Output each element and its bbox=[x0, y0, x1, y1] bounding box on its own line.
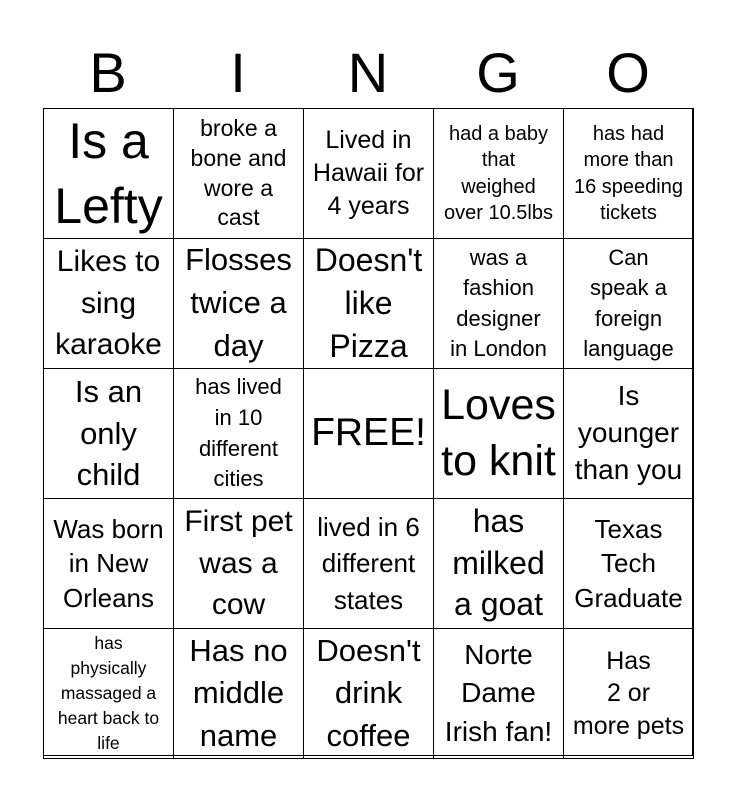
bingo-cell-text: Is a Lefty bbox=[54, 112, 163, 234]
bingo-cell-text: Lived in Hawaii for 4 years bbox=[312, 126, 425, 220]
bingo-cell[interactable] bbox=[173, 498, 304, 629]
header-letter-n: N bbox=[347, 41, 389, 104]
bingo-cell-text: Has 2 or more pets bbox=[572, 646, 685, 740]
bingo-cell[interactable] bbox=[563, 368, 694, 499]
bingo-cell-text: has had more than 16 speeding tickets bbox=[574, 122, 683, 224]
bingo-cell-text: Likes to sing karaoke bbox=[55, 245, 162, 362]
bingo-cell-text: has lived in 10 different cities bbox=[195, 373, 282, 492]
bingo-cell-text: lived in 6 different states bbox=[317, 511, 420, 615]
bingo-cell-text: broke a bone and wore a cast bbox=[190, 114, 287, 231]
bingo-cell-text: First pet was a cow bbox=[184, 505, 293, 622]
bingo-cell-text: Flosses twice a day bbox=[185, 242, 292, 363]
bingo-cell-text: Doesn't like Pizza bbox=[314, 242, 423, 364]
bingo-cell[interactable] bbox=[173, 108, 304, 239]
bingo-cell[interactable] bbox=[173, 368, 304, 499]
bingo-cell-text: Was born in New Orleans bbox=[53, 514, 164, 613]
bingo-cell[interactable] bbox=[303, 238, 434, 369]
bingo-cell[interactable] bbox=[43, 368, 174, 499]
bingo-cell-text: Has no middle name bbox=[189, 633, 288, 753]
bingo-cell-text: Loves to knit bbox=[441, 380, 556, 485]
bingo-cell[interactable] bbox=[433, 498, 564, 629]
bingo-cell-text: Is an only child bbox=[74, 373, 143, 493]
bingo-cell[interactable] bbox=[43, 628, 174, 759]
bingo-cell[interactable] bbox=[563, 238, 694, 369]
header-letter-i: I bbox=[230, 41, 246, 104]
bingo-cell-text: FREE! bbox=[311, 411, 426, 455]
bingo-cell[interactable] bbox=[303, 108, 434, 239]
bingo-cell[interactable] bbox=[43, 108, 174, 239]
bingo-cell[interactable] bbox=[563, 628, 694, 759]
bingo-cell[interactable] bbox=[303, 628, 434, 759]
bingo-cell-text: Can speak a foreign language bbox=[583, 245, 674, 361]
bingo-cell[interactable] bbox=[433, 368, 564, 499]
bingo-cell[interactable] bbox=[173, 628, 304, 759]
bingo-cell[interactable] bbox=[433, 238, 564, 369]
header-letter-b: B bbox=[89, 41, 127, 104]
bingo-cell[interactable] bbox=[563, 108, 694, 239]
bingo-cell-text: Texas Tech Graduate bbox=[574, 514, 683, 613]
bingo-cell-text: Norte Dame Irish fan! bbox=[444, 639, 553, 747]
bingo-cell[interactable] bbox=[433, 108, 564, 239]
bingo-cell[interactable] bbox=[433, 628, 564, 759]
bingo-cell-text: Is younger than you bbox=[574, 380, 683, 485]
bingo-header bbox=[43, 42, 693, 104]
bingo-cell[interactable] bbox=[303, 498, 434, 629]
bingo-cell-text: had a baby that weighed over 10.5lbs bbox=[444, 122, 553, 224]
bingo-cell[interactable] bbox=[563, 498, 694, 629]
bingo-cell-text: has milked a goat bbox=[452, 503, 545, 623]
bingo-cell[interactable] bbox=[43, 498, 174, 629]
bingo-cell-text: has physically massaged a heart back to life bbox=[57, 633, 160, 753]
header-letter-g: G bbox=[476, 41, 520, 104]
bingo-board bbox=[43, 108, 693, 756]
header-letter-o: O bbox=[606, 41, 650, 104]
bingo-cell-text: was a fashion designer in London bbox=[450, 245, 547, 361]
bingo-cell[interactable] bbox=[43, 238, 174, 369]
bingo-cell-text: Doesn't drink coffee bbox=[316, 633, 421, 753]
bingo-cell[interactable] bbox=[173, 238, 304, 369]
bingo-cell[interactable] bbox=[303, 368, 434, 499]
